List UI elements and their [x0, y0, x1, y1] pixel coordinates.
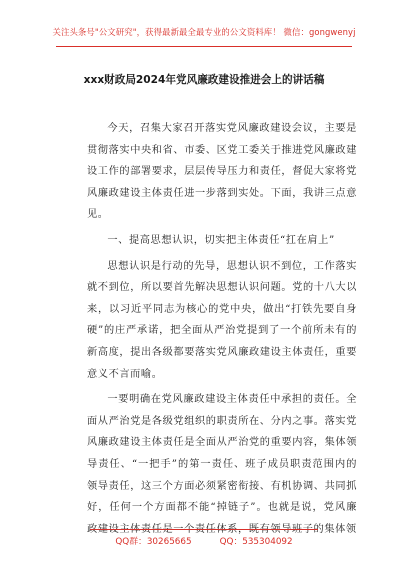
- footer-contact: [0, 534, 408, 547]
- section-heading-1: 一、提高思想认识，切实把主体责任“扛在肩上”: [107, 234, 335, 246]
- footer-divider: [90, 529, 318, 530]
- header-promo-note: 关注头条号"公文研究"，获得最新最全最专业的公文资料库！ 微信：gongwenyj: [52, 27, 356, 37]
- header-divider: [56, 46, 352, 47]
- document-body: [87, 118, 357, 544]
- document-title: xxx财政局2024年党风廉政建设推进会上的讲话稿: [83, 74, 325, 86]
- body-paragraph-intro: 今天，召集大家召开落实党风廉政建设会议，主要是贯彻落实中央和省、市委、区党工委关于推进党风廉政建设工作的部署要求，层层传导压力和责任，督促大家将党风廉政建设主体责任进一步落到实处。下面，我讲三点意见。: [87, 123, 357, 221]
- footer-qq-group: QQ群：30265665: [115, 537, 192, 547]
- body-paragraph-3: 一要明确在党风廉政建设主体责任中承担的责任。全面从严治党是各级党组织的职责所在、分内之事。落实党风廉政建设主体责任是全面从严治党的重要内容，集体领导责任、“一把手”的第一责任、班子成员职责范围内的领导责任，这三个方面必须紧密衔接、有机协调、共同抓好，任何一个方面都不能“掉链子”。也就是说，党风廉政建设主体责任是一个责任体系，既有领导班子的集体领: [87, 394, 357, 535]
- body-paragraph-2: 思想认识是行动的先导，思想认识不到位，工作落实就不到位，所以要首先解决思想认识问题。党的十八大以来，以习近平同志为核心的党中央，做出“打铁先要自身硬”的庄严承诺，把全面从严治党提到了一个前所未有的新高度，提出各级都要落实党风廉政建设主体责任，重要意义不言而喻。: [87, 260, 357, 380]
- footer-qq: QQ：535304092: [219, 537, 293, 547]
